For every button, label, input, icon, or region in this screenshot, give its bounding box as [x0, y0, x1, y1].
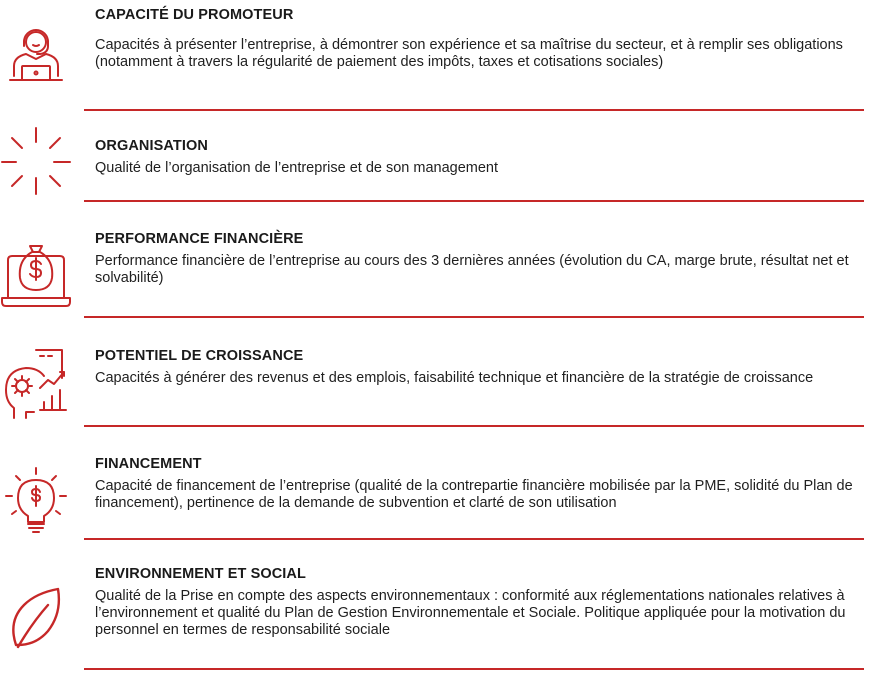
divider: [84, 538, 864, 540]
criterion-description: Performance financière de l’entreprise au cours des 3 dernières années (évolution du CA, marge brute, résultat net et solvabilité): [95, 253, 849, 286]
criterion-title: ENVIRONNEMENT ET SOCIAL: [95, 566, 306, 582]
divider: [84, 668, 864, 670]
growth-head-gear-icon: [0, 348, 72, 420]
divider: [84, 109, 864, 111]
radial-burst-icon: [0, 126, 72, 198]
criterion-description: Qualité de la Prise en compte des aspects environnementaux : conformité aux réglementations nationales relatives à l’environnement et qualité du Plan de Gestion Environnementale et Sociale. Politique appliquée pour la motivation du personnel en termes de responsabilité sociale: [95, 588, 846, 638]
criterion-description: Capacité de financement de l’entreprise (qualité de la contrepartie financière mobilisée par la PME, solidité du Plan de financement), pertinence de la demande de subvention et clarté de son utilisation: [95, 478, 853, 511]
criterion-title: CAPACITÉ DU PROMOTEUR: [95, 7, 294, 23]
criterion-title: POTENTIEL DE CROISSANCE: [95, 348, 304, 364]
criterion-description: Capacités à présenter l’entreprise, à démontrer son expérience et sa maîtrise du secteur, et à remplir ses obligations (notamment à travers la régularité de paiement des impôts, taxes et cotisations sociales): [95, 37, 843, 70]
lightbulb-dollar-icon: [0, 466, 72, 538]
criterion-title: ORGANISATION: [95, 138, 208, 154]
criterion-description: Qualité de l’organisation de l’entreprise et de son management: [95, 160, 499, 176]
criterion-title: PERFORMANCE FINANCIÈRE: [95, 231, 304, 247]
support-agent-icon: [0, 14, 72, 86]
criterion-title: FINANCEMENT: [95, 456, 202, 472]
divider: [84, 425, 864, 427]
divider: [84, 316, 864, 318]
money-bag-laptop-icon: [0, 242, 72, 314]
divider: [84, 200, 864, 202]
leaf-icon: [0, 585, 72, 657]
criterion-description: Capacités à générer des revenus et des emplois, faisabilité technique et financière de la stratégie de croissance: [95, 370, 814, 386]
